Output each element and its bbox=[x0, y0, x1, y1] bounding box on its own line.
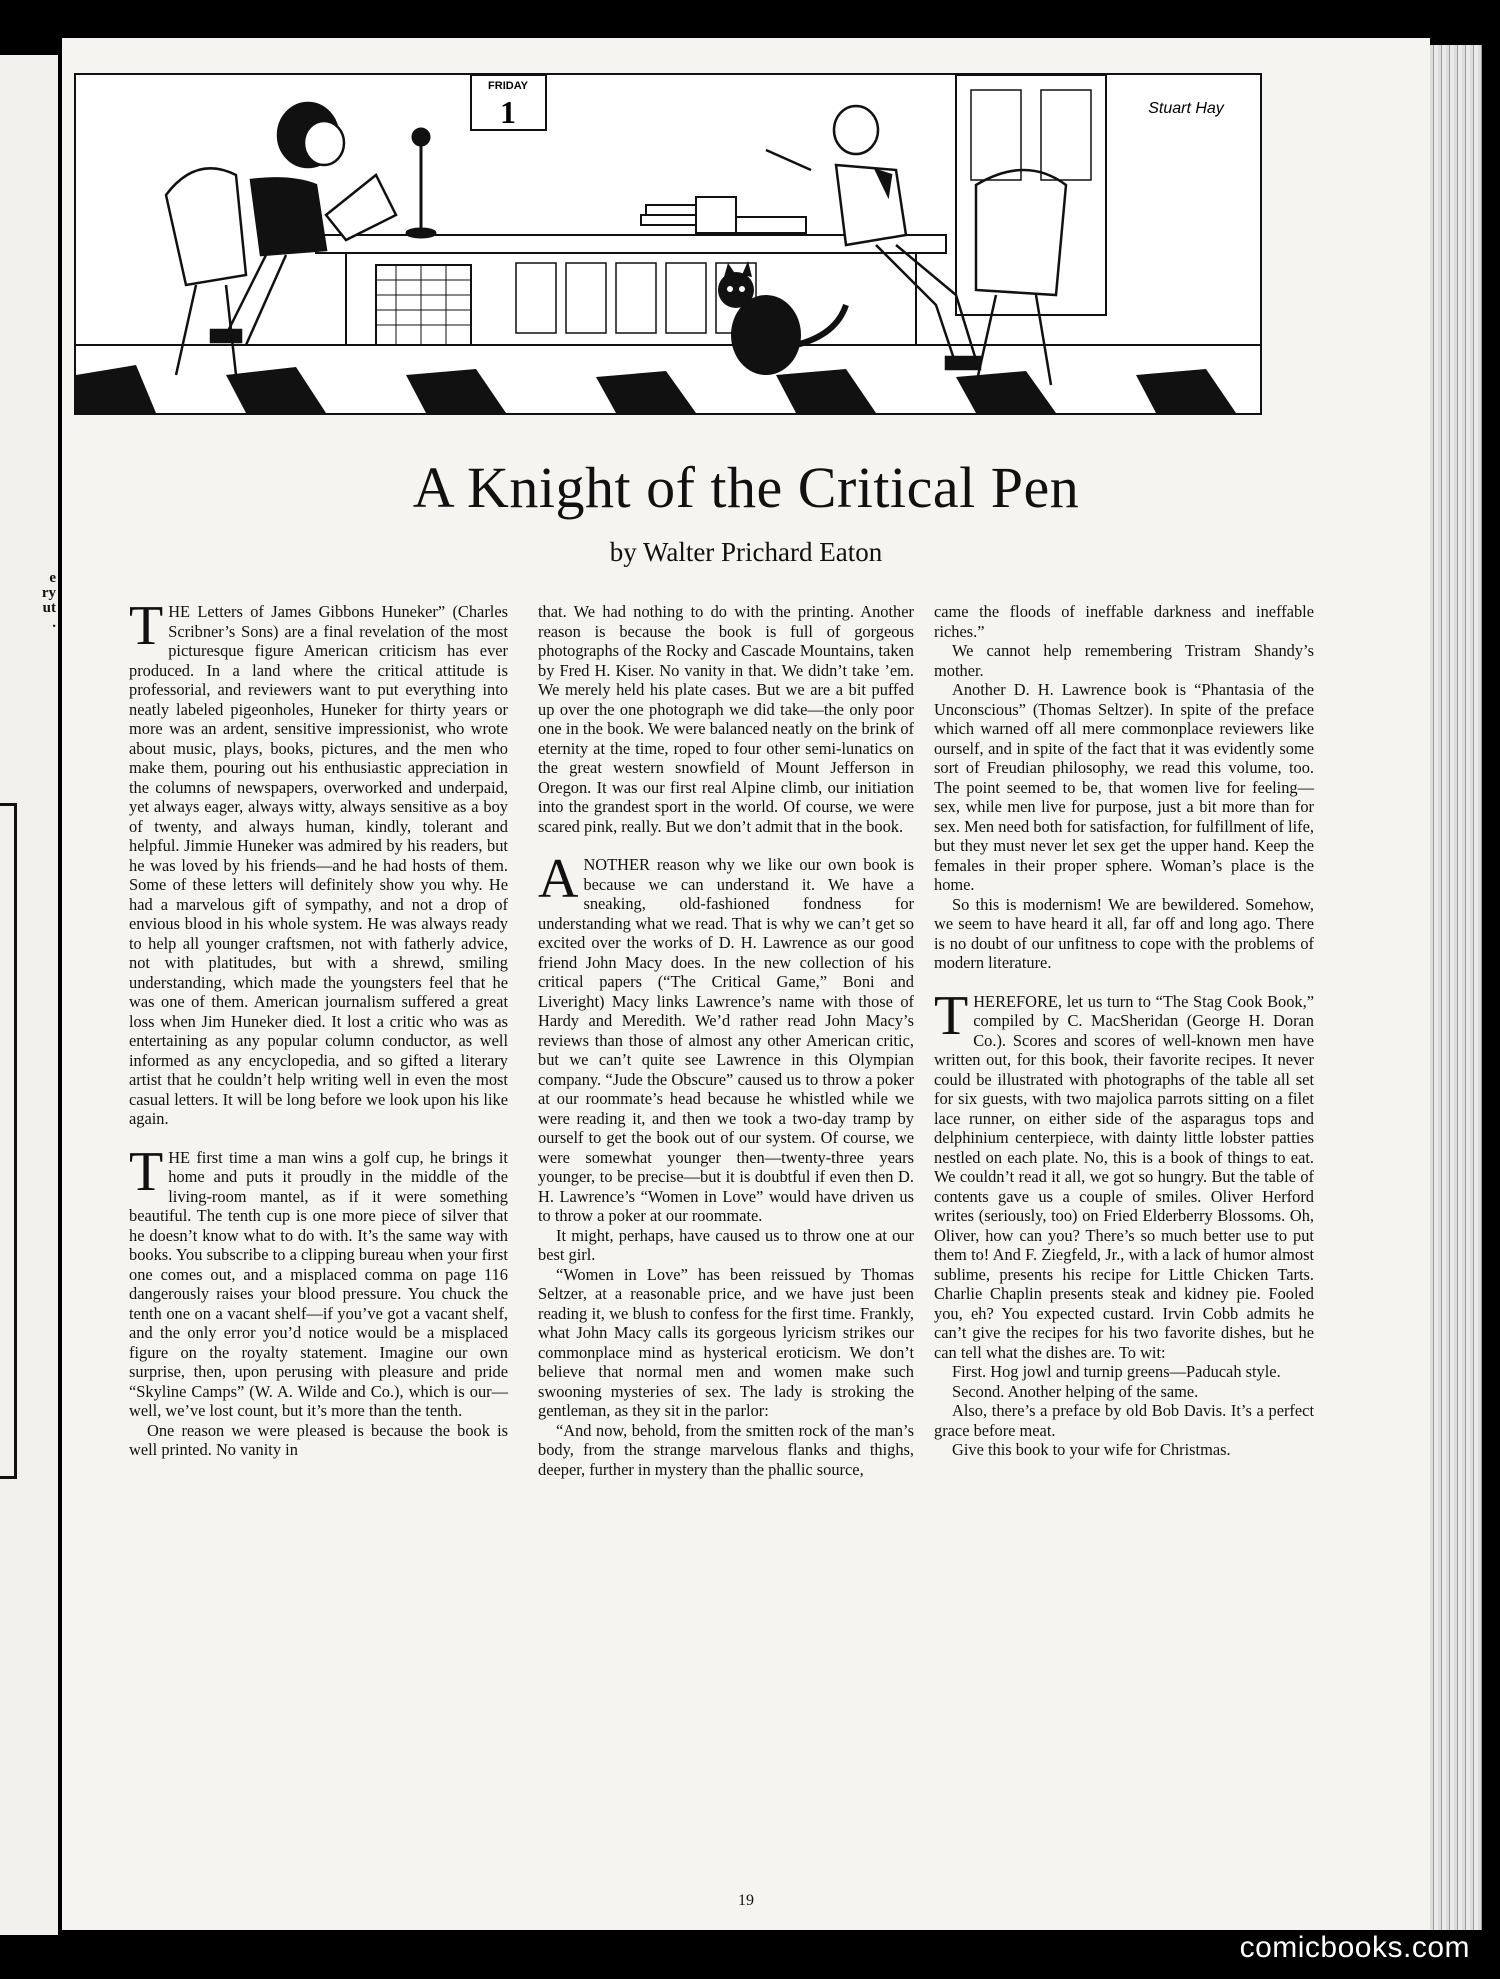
paragraph: came the floods of ineffable darkness and ineffable riches.” bbox=[934, 602, 1314, 641]
paragraph: First. Hog jowl and turnip greens—Paducah style. bbox=[952, 1362, 1281, 1381]
paragraph: THEREFORE, let us turn to “The Stag Cook Book,” compiled by C. MacSheridan (George H. Doran Co.). Scores and scores of well-known men have written out, for this book, their favorite recipes. It never could be illustrated with photographs of the table all set for six guests, with two majolica parrots sitting on a filet lace runner, on either side of the asparagus tops and delphinium centerpiece, with dainty little lobster patties nestled on each plate. No, this is a book of things to eat. We couldn’t read it all, we got so hungry. But the table of contents gave us a couple of smiles. Oliver Herford writes (seriously, too) on Fried Elderberry Blossoms. Oh, Oliver, how can you? There’s so much better use to put them to! And F. Ziegfeld, Jr., with a lack of humor almost sublime, presents his recipe for Little Chicken Tarts. Charlie Chaplin presents steak and kidney pie. Fooled you, eh? You expected custard. Irvin Cobb admits he can’t give the recipes for his two favorite dishes, but he can tell what the dishes are. To wit: bbox=[934, 984, 1314, 1362]
paragraph: Give this book to your wife for Christmas. bbox=[952, 1440, 1231, 1459]
paragraph: Also, there’s a preface by old Bob Davis. It’s a perfect grace before meat. bbox=[934, 1401, 1314, 1440]
drop-cap: T bbox=[934, 984, 969, 1047]
previous-page-text: e ry ut . bbox=[41, 570, 56, 631]
drop-cap: A bbox=[538, 848, 579, 910]
paragraph: So this is modernism! We are bewildered. Somehow, we seem to have heard it all, far off and long ago. There is no doubt of our unfitness to cope with the problems of modern literature. bbox=[934, 894, 1314, 972]
waste-basket bbox=[376, 265, 471, 345]
telephone bbox=[407, 129, 435, 237]
paragraph: “Women in Love” has been reissued by Thomas Seltzer, at a reasonable price, and we have just been reading it, we blush to confess for the first time. Frankly, what John Macy calls its gorgeous lyricism strikes our commonplace mind as hysterical eroticism. We don’t believe that normal men and women make such swooning mysteries of sex. The lady is stroking the gentleman, as they sit in the parlor: bbox=[538, 1264, 914, 1420]
paragraph: THE Letters of James Gibbons Huneker” (Charles Scribner’s Sons) are a final revelation of the most picturesque figure American criticism has ever produced. In a land where the critical attitude is professorial, and reviewers want to put everything into neatly labeled pigeonholes, Huneker for thirty years or more was an ardent, sensitive impressionist, who wrote about music, plays, books, pictures, and the men who make them, pouring out his enthusiastic appreciation in the columns of newspapers, overworked and underpaid, yet always eager, always witty, always sensitive as a boy of twenty, and always human, kindly, tolerant and helpful. Jimmie Huneker was admired by his readers, but he was loved by his friends—and he had hosts of them. Some of these letters will definitely show you why. He had a marvelous gift of sympathy, and not a drop of envious blood in his whole system. He was always ready to help all younger craftsmen, not with fatherly advice, not with platitudes, but with a shrewd, smiling understanding, which made the youngsters feel that he was one of them. American journalism suffered a great loss when Jim Huneker died. It lost a critic who was as entertaining as any popular column conductor, as well informed as any encyclopedia, and so gifted a literary artist that he couldn’t help writing well in even the most casual letters. It will be long before we look upon his like again. bbox=[129, 595, 508, 1128]
page-stack-edge bbox=[1430, 45, 1482, 1930]
paragraph: THE first time a man wins a golf cup, he brings it home and puts it proudly in the middle of the living-room mantel, as if it were something beautiful. The tenth cup is one more piece of silver that he doesn’t know what to do with. It’s the same way with books. You subscribe to a clipping bureau when your first one comes out, and a misplaced comma on page 116 dangerously raises your blood pressure. You chuck the tenth one on a vacant shelf—if you’ve got a vacant shelf, and the only error you’d notice would be a misplaced figure on the royalty statement. Imagine our own surprise, then, upon perusing with pleasure and pride “Skyline Camps” (W. A. Wilde and Co.), which is our—well, we’ve lost count, but it’s more than the tenth. bbox=[129, 1140, 508, 1420]
header-illustration bbox=[74, 73, 1262, 415]
book-stack bbox=[641, 197, 806, 233]
artist-signature: Stuart Hay bbox=[1148, 100, 1224, 117]
paragraph: Another D. H. Lawrence book is “Phantasia of the Unconscious” (Thomas Seltzer). In spite of the preface which warned off all mere commonplace reviewers like ourself, and in spite of the fact that it was evidently some sort of Freudian philosophy, we read this volume, too. The point seemed to be, that women live for feeling—sex, while men live for purpose, just a bit more than for sex. Men need both for satisfaction, for fulfillment of life, but they must never let sex get the upper hand. Keep the females in their proper sphere. Woman’s place is the home. bbox=[934, 680, 1314, 894]
paragraph: It might, perhaps, have caused us to throw one at our best girl. bbox=[538, 1225, 914, 1264]
article-title: A Knight of the Critical Pen bbox=[412, 455, 1080, 520]
watermark: comicbooks.com bbox=[1239, 1931, 1470, 1964]
calendar-header: FRIDAY bbox=[488, 80, 528, 92]
drop-cap: T bbox=[129, 595, 164, 657]
paragraph: One reason we were pleased is because the book is well printed. No vanity in bbox=[129, 1420, 508, 1459]
paragraph: Second. Another helping of the same. bbox=[952, 1381, 1199, 1401]
door bbox=[956, 75, 1106, 315]
text-column-1 bbox=[129, 595, 508, 1460]
calendar-day: 1 bbox=[500, 94, 516, 130]
previous-page-box bbox=[0, 803, 17, 1479]
paragraph: ANOTHER reason why we like our own book is because we can understand it. We have a sneaking, old-fashioned fondness for understanding what we read. That is why we can’t get so excited over the works of D. H. Lawrence as our good friend John Macy does. In the new collection of his critical papers (“The Critical Game,” Boni and Liveright) Macy links Lawrence’s name with those of Hardy and Meredith. We’d rather read John Macy’s reviews than those of almost any other American critic, but we can’t quite see Lawrence in this Olympian company. “Jude the Obscure” caused us to throw a poker at our roommate’s head because he whistled while we were reading it, and then we took a two-day tramp by ourself to get the book out of our system. Of course, we were somewhat younger then—twenty-three years younger, to be precise—but it is doubtful if even then D. H. Lawrence’s “Women in Love” would have driven us to throw a poker at our roommate. bbox=[538, 848, 914, 1225]
previous-page-edge bbox=[0, 55, 58, 1935]
paragraph: “And now, behold, from the smitten rock of the man’s body, from the strange marvelous flanks and thighs, deeper, further in mystery than the phallic source, bbox=[538, 1420, 914, 1479]
paragraph: We cannot help remembering Tristram Shandy’s mother. bbox=[934, 641, 1314, 680]
drop-cap: T bbox=[129, 1140, 164, 1203]
text-column-3 bbox=[934, 602, 1314, 1460]
office-scene-drawing bbox=[76, 75, 1260, 413]
article-byline: by Walter Prichard Eaton bbox=[609, 537, 883, 567]
paragraph: that. We had nothing to do with the printing. Another reason is because the book is full of gorgeous photographs of the Rocky and Cascade Mountains, taken by Fred H. Kiser. No vanity in that. We didn’t take ’em. We merely held his plate cases. But we are a bit puffed up over the one photograph we did take—the only poor one in the book. We were balanced neatly on the brink of eternity at the time, roped to four other semi-lunatics on the great western snowfield of Mount Jefferson in Oregon. It was our first real Alpine climb, our initiation into the grandest sport in the world. Of course, we were scared pink, really. But we don’t admit that in the book. bbox=[538, 602, 914, 836]
text-column-2 bbox=[538, 602, 914, 1479]
page-number: 19 bbox=[738, 1892, 754, 1909]
